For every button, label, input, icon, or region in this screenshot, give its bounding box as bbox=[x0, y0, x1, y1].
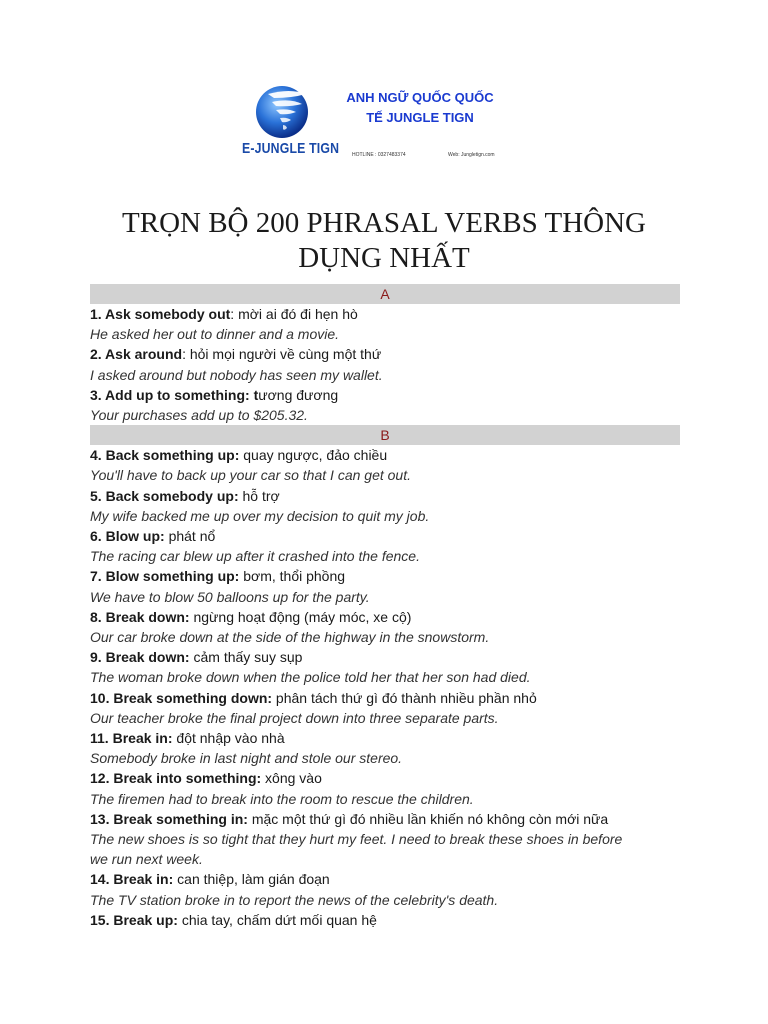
entry-meaning: quay ngược, đảo chiều bbox=[239, 447, 388, 464]
entry-term: Break in: bbox=[113, 871, 174, 888]
entry-term: Back something up: bbox=[105, 447, 240, 464]
logo-wordmark: E-JUNGLE TIGN bbox=[242, 140, 340, 157]
entry-example: He asked her out to dinner and a movie. bbox=[90, 326, 340, 343]
entry-term: Ask somebody out bbox=[105, 306, 231, 322]
brand-line-1: ANH NGỮ QUỐC QUỐC bbox=[346, 90, 494, 105]
entry-definition bbox=[90, 526, 680, 546]
entry-example: We have to blow 50 balloons up for the party. bbox=[90, 588, 370, 605]
entry-definition bbox=[90, 304, 680, 324]
entry-term: Break down: bbox=[105, 649, 190, 666]
entry-example: Our car broke down at the side of the highway in the snowstorm. bbox=[90, 629, 490, 646]
entry-meaning: phân tách thứ gì đó thành nhiều phần nhỏ bbox=[272, 689, 537, 706]
entry-example: Somebody broke in last night and stole our stereo. bbox=[90, 750, 403, 767]
entry-example: Your purchases add up to $205.32. bbox=[90, 407, 308, 424]
page-title bbox=[90, 206, 678, 276]
entry-number: 14. bbox=[90, 871, 114, 888]
entry-number: 1. bbox=[90, 306, 106, 322]
title-line-1: TRỌN BỘ 200 PHRASAL VERBS THÔNG bbox=[122, 207, 646, 239]
entry-term: Break up: bbox=[113, 911, 178, 928]
entry-number: 8. bbox=[90, 608, 106, 625]
entry-number: 4. bbox=[90, 447, 106, 464]
entry-term: Add up to something: t bbox=[105, 386, 259, 403]
entry-definition bbox=[90, 486, 680, 506]
entry-meaning: hỗ trợ bbox=[238, 487, 280, 504]
entry-definition bbox=[90, 768, 680, 788]
document-header bbox=[0, 0, 768, 180]
entry-definition bbox=[90, 566, 680, 586]
entry-meaning: chia tay, chấm dứt mối quan hệ bbox=[177, 911, 377, 928]
entry-meaning: mặc một thứ gì đó nhiều lần khiến nó không còn mới nữa bbox=[247, 810, 609, 827]
entry-example: The firemen had to break into the room to rescue the children. bbox=[90, 790, 474, 807]
entry-example: I asked around but nobody has seen my wallet. bbox=[90, 366, 383, 383]
entry-example: we run next week. bbox=[90, 851, 203, 868]
entry-term: Break something down: bbox=[113, 689, 273, 706]
entry-term: Break down: bbox=[105, 608, 190, 625]
entry-number: 13. bbox=[90, 810, 114, 827]
entry-number: 15. bbox=[90, 911, 114, 928]
entry-number: 3. bbox=[90, 386, 106, 403]
entry-definition bbox=[90, 728, 680, 748]
entry-meaning: : mời ai đó đi hẹn hò bbox=[230, 306, 358, 322]
website-text: Web: Jungletign.com bbox=[448, 152, 495, 158]
title-line-2: DỤNG NHẤT bbox=[298, 242, 470, 274]
entry-definition bbox=[90, 688, 680, 708]
entry-term: Break something in: bbox=[113, 810, 248, 827]
entry-example: Our teacher broke the final project down into three separate parts. bbox=[90, 709, 499, 726]
entry-example: The new shoes is so tight that they hurt my feet. I need to break these shoes in before bbox=[90, 831, 623, 848]
entry-number: 5. bbox=[90, 487, 106, 504]
entry-definition bbox=[90, 385, 680, 405]
entry-number: 10. bbox=[90, 689, 114, 706]
phrasal-verb-list bbox=[90, 284, 680, 930]
entry-number: 2. bbox=[90, 346, 106, 363]
entry-example: The TV station broke in to report the news of the celebrity's death. bbox=[90, 891, 499, 908]
entry-example: You'll have to back up your car so that I can get out. bbox=[90, 467, 411, 484]
entry-definition bbox=[90, 344, 680, 364]
entry-example: The woman broke down when the police told her that her son had died. bbox=[90, 669, 531, 686]
entry-term: Break in: bbox=[112, 730, 173, 747]
entry-term: Break into something: bbox=[113, 770, 262, 787]
entry-number: 12. bbox=[90, 770, 114, 787]
entry-term: Blow something up: bbox=[105, 568, 240, 585]
entry-meaning: cảm thấy suy sụp bbox=[189, 649, 303, 666]
entry-meaning: đột nhập vào nhà bbox=[172, 730, 285, 747]
entry-definition bbox=[90, 607, 680, 627]
entry-meaning: ương đương bbox=[258, 386, 339, 403]
entry-meaning: bơm, thổi phồng bbox=[239, 568, 346, 585]
entry-example: My wife backed me up over my decision to quit my job. bbox=[90, 507, 430, 524]
entry-meaning: phát nổ bbox=[164, 528, 216, 545]
entry-number: 6. bbox=[90, 528, 106, 545]
entry-meaning: : hỏi mọi người về cùng một thứ bbox=[182, 346, 382, 363]
section-header-a: A bbox=[90, 284, 680, 304]
entry-term: Ask around bbox=[105, 346, 183, 363]
entry-meaning: xông vào bbox=[261, 770, 322, 787]
entry-example: The racing car blew up after it crashed into the fence. bbox=[90, 548, 420, 565]
entry-term: Blow up: bbox=[105, 528, 165, 545]
entry-number: 7. bbox=[90, 568, 106, 585]
hotline-text: HOTLINE : 0327483374 bbox=[352, 152, 406, 158]
entry-number: 9. bbox=[90, 649, 106, 666]
entry-definition bbox=[90, 647, 680, 667]
entry-number: 11. bbox=[90, 730, 113, 747]
entry-meaning: ngừng hoạt động (máy móc, xe cộ) bbox=[189, 608, 412, 625]
entry-definition bbox=[90, 869, 680, 889]
entry-term: Back somebody up: bbox=[105, 487, 239, 504]
entry-definition bbox=[90, 445, 680, 465]
entry-definition bbox=[90, 910, 680, 930]
section-header-b: B bbox=[90, 425, 680, 445]
entry-definition bbox=[90, 809, 680, 829]
brand-line-2: TẾ JUNGLE TIGN bbox=[366, 110, 474, 125]
brand-name bbox=[330, 88, 510, 128]
entry-meaning: can thiệp, làm gián đoạn bbox=[173, 871, 330, 888]
